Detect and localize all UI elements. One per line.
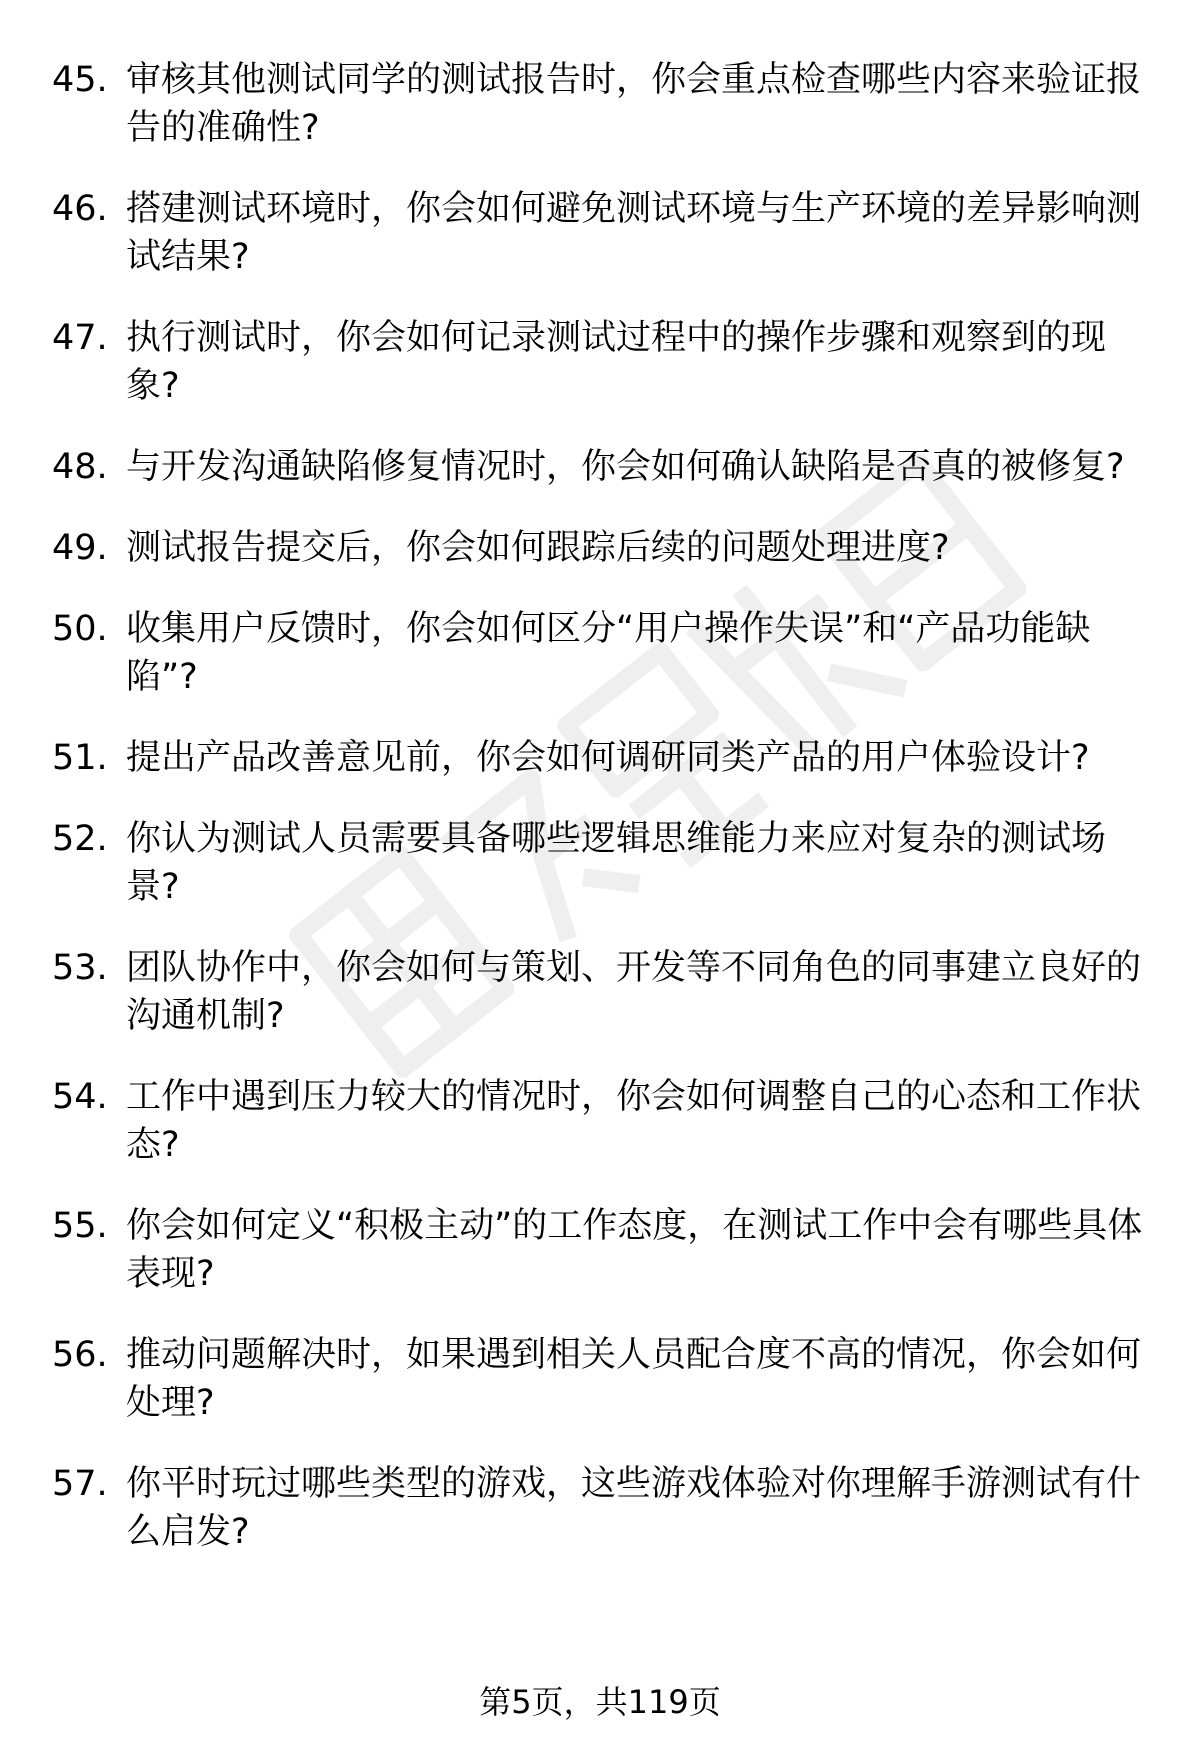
question-item [52, 734, 1152, 782]
question-text: 搭建测试环境时，你会如何避免测试环境与生产环境的差异影响测试结果? [126, 189, 1142, 277]
question-item [52, 605, 1152, 701]
question-text: 提出产品改善意见前，你会如何调研同类产品的用户体验设计? [126, 738, 1090, 778]
question-number: 55. [52, 1206, 108, 1246]
question-item [52, 1460, 1152, 1556]
question-item [52, 815, 1152, 911]
question-number: 57. [52, 1464, 108, 1504]
question-text: 测试报告提交后，你会如何跟踪后续的问题处理进度? [126, 528, 950, 568]
question-text: 与开发沟通缺陷修复情况时，你会如何确认缺陷是否真的被修复? [126, 447, 1125, 487]
question-item [52, 944, 1152, 1040]
question-text: 你平时玩过哪些类型的游戏，这些游戏体验对你理解手游测试有什么启发? [126, 1464, 1142, 1552]
question-item [52, 1202, 1152, 1298]
question-item [52, 1331, 1152, 1427]
question-item [52, 314, 1152, 410]
question-text: 你认为测试人员需要具备哪些逻辑思维能力来应对复杂的测试场景? [126, 819, 1107, 907]
question-number: 48. [52, 447, 108, 487]
question-number: 54. [52, 1077, 108, 1117]
question-text: 工作中遇到压力较大的情况时，你会如何调整自己的心态和工作状态? [126, 1077, 1142, 1165]
question-number: 50. [52, 609, 108, 649]
question-number: 53. [52, 948, 108, 988]
question-text: 团队协作中，你会如何与策划、开发等不同角色的同事建立良好的沟通机制? [126, 948, 1142, 1036]
question-item [52, 443, 1152, 491]
question-number: 49. [52, 528, 108, 568]
question-number: 51. [52, 738, 108, 778]
question-list [52, 56, 1152, 1589]
question-number: 45. [52, 60, 108, 100]
question-number: 52. [52, 819, 108, 859]
question-text: 收集用户反馈时，你会如何区分“用户操作失误”和“产品功能缺陷”? [126, 609, 1091, 697]
question-text: 你会如何定义“积极主动”的工作态度，在测试工作中会有哪些具体表现? [126, 1206, 1143, 1294]
question-item [52, 524, 1152, 572]
question-item [52, 56, 1152, 152]
question-text: 执行测试时，你会如何记录测试过程中的操作步骤和观察到的现象? [126, 318, 1107, 406]
question-number: 46. [52, 189, 108, 229]
question-item [52, 1073, 1152, 1169]
question-number: 47. [52, 318, 108, 358]
question-number: 56. [52, 1335, 108, 1375]
question-item [52, 185, 1152, 281]
page-footer: 第5页，共119页 [479, 1683, 721, 1721]
question-text: 推动问题解决时，如果遇到相关人员配合度不高的情况，你会如何处理? [126, 1335, 1142, 1423]
question-text: 审核其他测试同学的测试报告时，你会重点检查哪些内容来验证报告的准确性? [126, 60, 1142, 148]
